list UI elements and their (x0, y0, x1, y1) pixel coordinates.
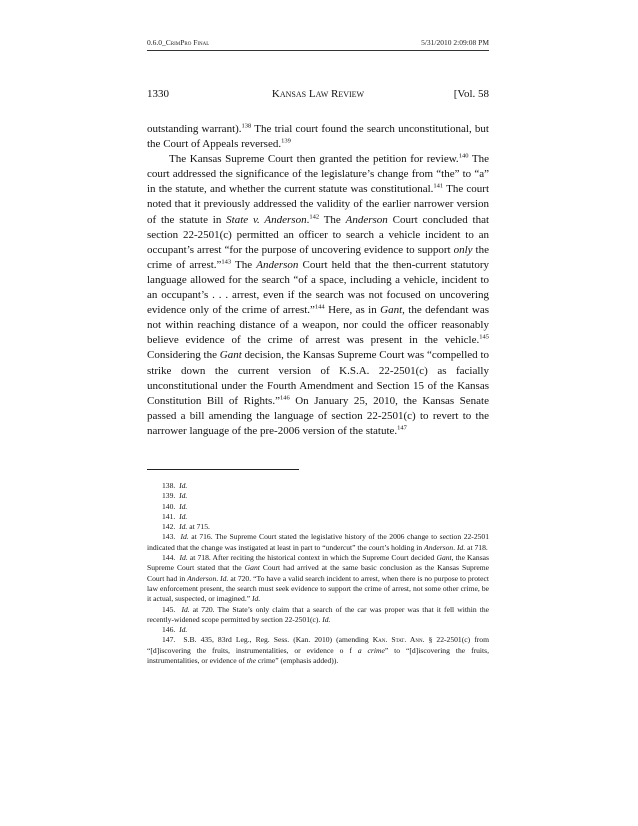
case-name: Anderson (256, 258, 299, 271)
footnote-separator (147, 469, 299, 470)
footnote-140: 140. Id. (162, 501, 188, 511)
footnote-ref-141[interactable]: 141 (433, 182, 444, 190)
footnote-144: 144. Id. at 718. After reciting the historical context in which the Supreme Court decided Gant, the Kansas Supreme Court stated that the Gant Court had arrived at the same basic conclusion as the Kansas Supreme Court had in Anderson. Id. at 720. “To have a valid search incident to arrest, when there is no purpose to protect law enforcement present, the search must seek evidence to support the crime of arrest, not some other crime, be it actual, suspected, or imagined.” Id. (147, 553, 489, 604)
footnote-141: 141. Id. (162, 511, 188, 521)
case-name: Gant (380, 304, 403, 317)
emphasis: only (453, 243, 473, 256)
footnote-145: 145. Id. at 720. The State’s only claim that a search of the car was proper was that it fell within the recently-widened scope permitted by section 22-2501(c). Id. (147, 604, 489, 624)
volume-label: [Vol. 58 (453, 88, 489, 100)
body-text (147, 122, 489, 439)
footnote-ref-140[interactable]: 140 (458, 152, 469, 160)
case-name: Anderson (345, 213, 388, 226)
footnote-146: 146. Id. (162, 625, 188, 635)
case-name: Gant (219, 349, 242, 362)
footnote-138: 138. Id. (162, 481, 188, 490)
footnote-ref-144[interactable]: 144 (314, 303, 325, 311)
timestamp: 5/31/2010 2:09:08 PM (421, 38, 489, 47)
footnote-ref-139[interactable]: 139 (281, 137, 291, 145)
footnote-ref-146[interactable]: 146 (279, 394, 290, 402)
footnote-139: 139. Id. (162, 491, 188, 501)
footnote-ref-138[interactable]: 138 (241, 122, 252, 130)
footnotes (147, 481, 489, 666)
file-label: 0.6.0_CrimPro Final (147, 38, 210, 47)
paragraph-1: outstanding warrant).$^{138}$ The trial court found the search unconstitutional, but the Court of Appeals reversed.$^{139}$ (147, 122, 489, 151)
paragraph-2: The Kansas Supreme Court then granted the petition for review.$^{140}$ The court addressed the significance of the legislature’s change from “the” to “a” in the statute, and whether the current statute was constitutional.$^{141}$ The court noted that it previously addressed the validity of the earlier narrower version of the statute in State v. Anderson.$^{142}$ The Anderson Court concluded that section 22-2501(c) permitted an officer to search a vehicle incident to an occupant’s arrest “for the purpose of uncovering evidence to support only the crime of arrest.”$^{143}$ The Anderson Court held that the then-current statutory language allowed for the search “of a space, including a vehicle, incident to an occupant’s . . . arrest, even if the search was not focused on uncovering evidence only of the crime of arrest.”$^{144}$ Here, as in Gant, the defendant was not within reaching distance of a weapon, nor could the officer reasonably believe evidence of the crime of arrest was present in the vehicle.$^{145}$ Considering the Gant decision, the Kansas Supreme Court was “compelled to strike down the current version of K.S.A. 22-2501(c) as facially unconstitutional under the Fourth Amendment and Section 15 of the Kansas Constitution Bill of Rights.”$^{146}$ On January 25, 2010, the Kansas Senate passed a bill amending the language of section 22-2501(c) to revert to the narrower language of the pre-2006 version of the statute.$^{147}$ (147, 152, 490, 437)
footnote-143: 143. Id. at 716. The Supreme Court stated the legislative history of the 2006 change to section 22-2501 indicated that the change was instigated at least in part to “undercut” the court’s holding in Anderson. Id. at 718. (147, 532, 490, 552)
case-name: State v. Anderson (226, 213, 307, 226)
footnote-142: 142. Id. at 715. (162, 522, 210, 532)
footnote-ref-147[interactable]: 147 (397, 424, 407, 432)
running-header-rule (147, 50, 489, 51)
page-number: 1330 (147, 88, 169, 100)
footnote-147: 147. S.B. 435, 83rd Leg., Reg. Sess. (Kan. 2010) (amending Kan. Stat. Ann. § 22-2501(c) from “[d]iscovering the fruits, instrumentalities, or evidence o f a crime” to “[d]iscovering the fruits, instrumentalities, or evidence of the crime” (emphasis added)). (147, 635, 489, 666)
footnote-ref-143[interactable]: 143 (221, 258, 232, 266)
running-header (147, 38, 489, 50)
journal-title: Kansas Law Review (271, 88, 365, 100)
footnote-ref-142[interactable]: 142 (309, 212, 320, 220)
page-header (147, 88, 489, 102)
footnote-ref-145[interactable]: 145 (479, 333, 489, 341)
